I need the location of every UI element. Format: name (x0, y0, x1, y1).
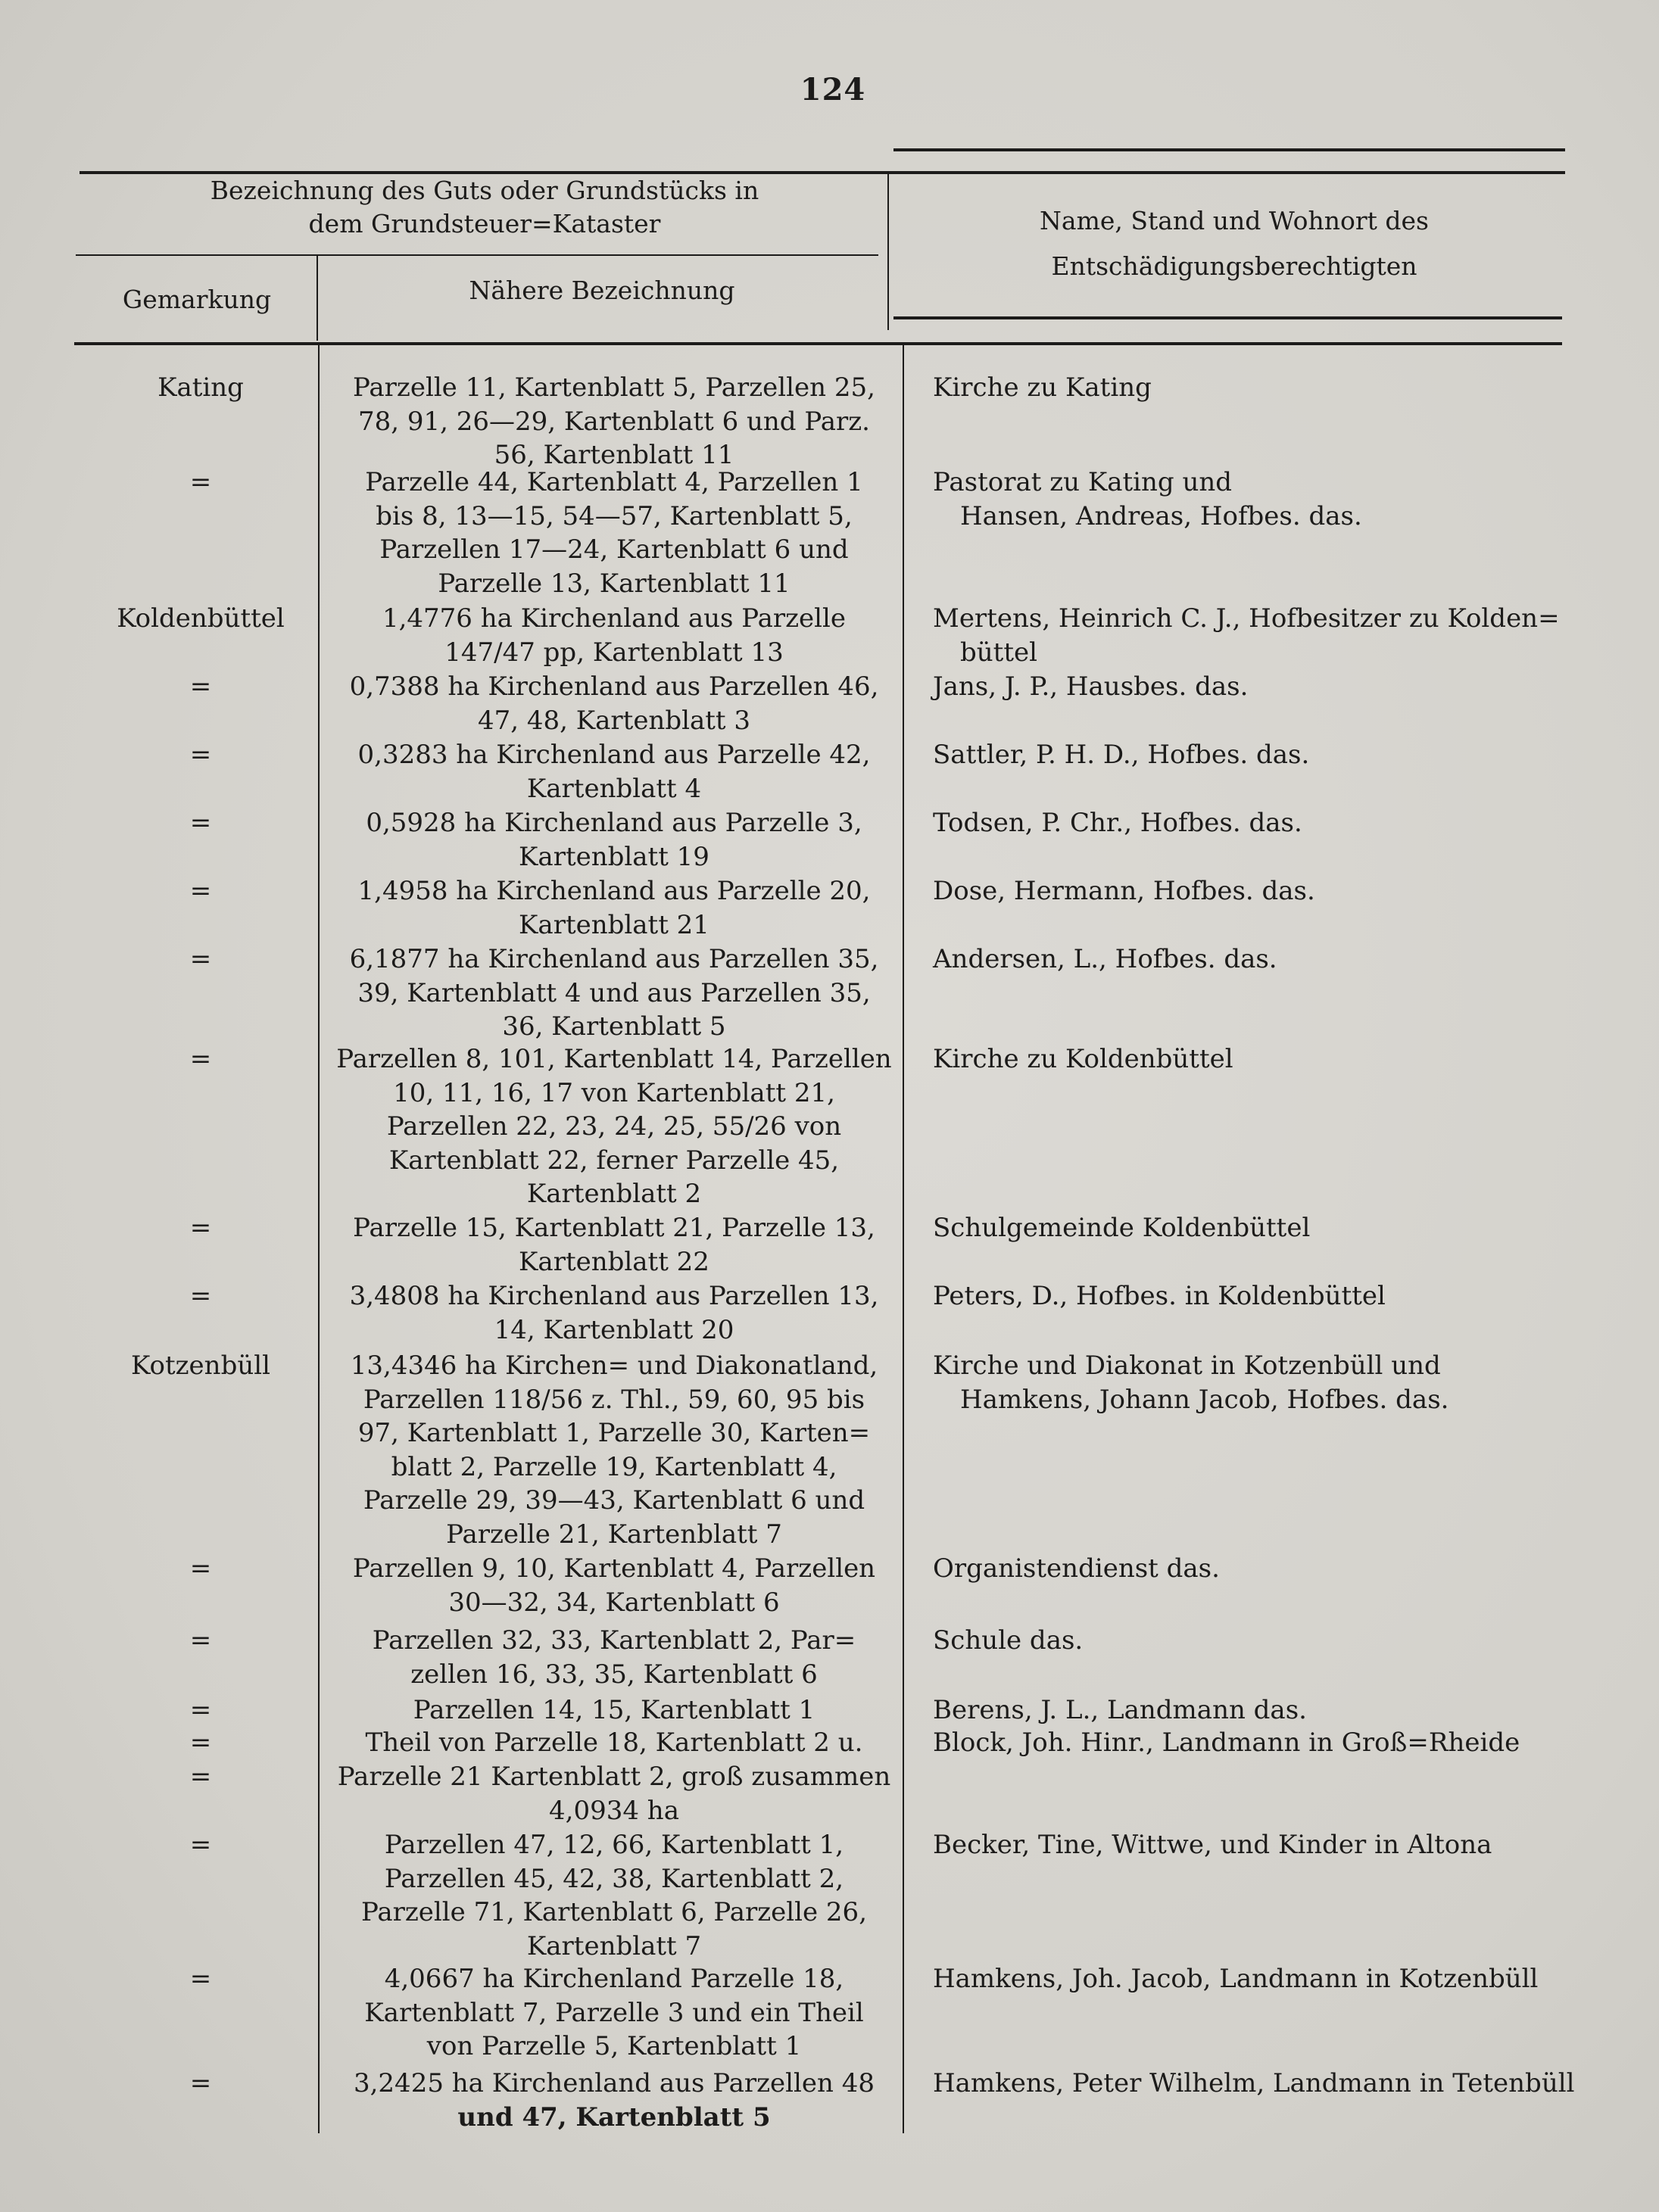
header-col-gemarkung: Gemarkung (122, 285, 272, 314)
name-cell: Becker, Tine, Wittwe, und Kinder in Altona (933, 1830, 1492, 1860)
body-col-divider-right (903, 345, 904, 2133)
description-cell: Parzelle 15, Kartenblatt 21, Parzelle 13, Kartenblatt 22 (353, 1213, 875, 1277)
name-cell: Kirche und Diakonat in Kotzenbüll und Hamkens, Johann Jacob, Hofbes. das. (933, 1351, 1449, 1415)
description-cell: 3,4808 ha Kirchenland aus Parzellen 13, 14, Kartenblatt 20 (349, 1281, 879, 1345)
header-col-name (916, 198, 1552, 289)
name-cell: Dose, Hermann, Hofbes. das. (933, 876, 1315, 906)
name-cell: Block, Joh. Hinr., Landmann in Groß=Rheide (933, 1728, 1520, 1758)
name-cell: Kirche zu Kating (933, 372, 1152, 403)
gemarkung-cell: = (189, 1213, 212, 1243)
header-col-divider-main (887, 171, 889, 330)
header-bottom-rule-right (893, 316, 1562, 319)
gemarkung-cell: = (189, 876, 212, 906)
name-cell: Sattler, P. H. D., Hofbes. das. (933, 740, 1310, 770)
gemarkung-cell: = (189, 1044, 212, 1074)
gemarkung-cell: = (189, 740, 212, 770)
gemarkung-cell: = (189, 1830, 212, 1860)
description-cell: Theil von Parzelle 18, Kartenblatt 2 u. (365, 1728, 863, 1758)
description-cell: 1,4958 ha Kirchenland aus Parzelle 20, Kartenblatt 21 (357, 876, 871, 940)
name-cell: Berens, J. L., Landmann das. (933, 1695, 1307, 1725)
gemarkung-cell: = (189, 2068, 212, 2098)
name-cell: Todsen, P. Chr., Hofbes. das. (933, 808, 1302, 838)
name-cell: Mertens, Heinrich C. J., Hofbesitzer zu Kolden= büttel (933, 603, 1560, 668)
description-cell: 0,3283 ha Kirchenland aus Parzelle 42, Kartenblatt 4 (357, 740, 871, 804)
name-cell: Schulgemeinde Koldenbüttel (933, 1213, 1311, 1243)
gemarkung-cell: = (189, 1964, 212, 1994)
description-cell: 13,4346 ha Kirchen= und Diakonatland, Parzellen 118/56 z. Thl., 59, 60, 95 bis 97, Kartenblatt 1, Parzelle 30, Karten= blatt 2, Parzelle 19, Kartenblatt 4, Parzelle 29, 39—43, Kartenblatt 6 und Parzelle 21, Kartenblatt 7 (350, 1351, 878, 1550)
name-cell: Schule das. (933, 1625, 1084, 1656)
gemarkung-cell: = (189, 944, 212, 974)
name-cell: Organistendienst das. (933, 1553, 1220, 1584)
description-cell: 6,1877 ha Kirchenland aus Parzellen 35, 39, Kartenblatt 4 und aus Parzellen 35, 36, Kartenblatt 5 (349, 944, 879, 1042)
gemarkung-cell: = (189, 1695, 212, 1725)
header-group-title-line1: Bezeichnung des Guts oder Grundstücks in (210, 176, 759, 205)
header-col-name-line2: Entschädigungsberechtigten (1051, 251, 1417, 281)
gemarkung-cell: = (189, 467, 212, 497)
header-col-name-line1: Name, Stand und Wohnort des (1040, 206, 1429, 235)
header-top-rule-right (893, 148, 1565, 151)
description-cell: 0,7388 ha Kirchenland aus Parzellen 46, 47, 48, Kartenblatt 3 (349, 671, 879, 736)
name-cell: Pastorat zu Kating und Hansen, Andreas, Hofbes. das. (933, 467, 1362, 531)
gemarkung-cell: = (189, 1728, 212, 1758)
name-cell: Hamkens, Joh. Jacob, Landmann in Kotzenbüll (933, 1964, 1539, 1994)
description-cell: 1,4776 ha Kirchenland aus Parzelle 147/47 pp, Kartenblatt 13 (382, 603, 847, 668)
description-cell: Parzellen 9, 10, Kartenblatt 4, Parzellen 30—32, 34, Kartenblatt 6 (352, 1553, 876, 1618)
group-rule (76, 254, 878, 256)
description-cell: Parzelle 11, Kartenblatt 5, Parzellen 25, 78, 91, 26—29, Kartenblatt 6 und Parz. 56, Kartenblatt 11 (353, 372, 875, 470)
name-cell: Hamkens, Peter Wilhelm, Landmann in Tetenbüll (933, 2068, 1575, 2098)
gemarkung-cell: = (189, 1281, 212, 1311)
name-cell: Peters, D., Hofbes. in Koldenbüttel (933, 1281, 1386, 1311)
gemarkung-cell: Kotzenbüll (131, 1351, 270, 1381)
gemarkung-cell: = (189, 808, 212, 838)
description-cell: 4,0667 ha Kirchenland Parzelle 18, Kartenblatt 7, Parzelle 3 und ein Theil von Parzelle 5, Kartenblatt 1 (364, 1964, 864, 2061)
header-group-title (114, 174, 856, 241)
name-cell: Jans, J. P., Hausbes. das. (933, 671, 1249, 702)
description-cell: Parzelle 21 Kartenblatt 2, groß zusammen 4,0934 ha (337, 1762, 891, 1826)
name-cell: Andersen, L., Hofbes. das. (933, 944, 1277, 974)
description-cell: Parzellen 8, 101, Kartenblatt 14, Parzellen 10, 11, 16, 17 von Kartenblatt 21, Parzellen 22, 23, 24, 25, 55/26 von Kartenblatt 22, ferner Parzelle 45, Kartenblatt 2 (336, 1044, 892, 1209)
header-bottom-rule (74, 342, 1562, 345)
gemarkung-cell: = (189, 1553, 212, 1584)
gemarkung-cell: = (189, 1625, 212, 1656)
name-cell: Kirche zu Koldenbüttel (933, 1044, 1233, 1074)
description-cell: Parzellen 47, 12, 66, Kartenblatt 1, Parzellen 45, 42, 38, Kartenblatt 2, Parzelle 71, Kartenblatt 6, Parzelle 26, Kartenblatt 7 (360, 1830, 867, 1961)
description-cell: 3,2425 ha Kirchenland aus Parzellen 48 und 47, Kartenblatt 5 (353, 2068, 875, 2133)
description-cell: Parzelle 44, Kartenblatt 4, Parzellen 1 bis 8, 13—15, 54—57, Kartenblatt 5, Parzellen 17—24, Kartenblatt 6 und Parzelle 13, Kartenblatt 11 (365, 467, 863, 599)
gemarkung-cell: = (189, 1762, 212, 1792)
header-group-title-line2: dem Grundsteuer=Kataster (308, 209, 661, 238)
description-cell: Parzellen 32, 33, Kartenblatt 2, Par= zellen 16, 33, 35, Kartenblatt 6 (372, 1625, 856, 1690)
page-number: 124 (800, 72, 866, 107)
gemarkung-cell: = (189, 671, 212, 702)
header-col-divider-sub (317, 256, 318, 341)
header-col-naehere: Nähere Bezeichnung (469, 276, 735, 305)
gemarkung-cell: Kating (157, 372, 244, 403)
gemarkung-cell: Koldenbüttel (117, 603, 285, 634)
description-cell: 0,5928 ha Kirchenland aus Parzelle 3, Kartenblatt 19 (366, 808, 862, 872)
description-cell: Parzellen 14, 15, Kartenblatt 1 (413, 1695, 815, 1725)
